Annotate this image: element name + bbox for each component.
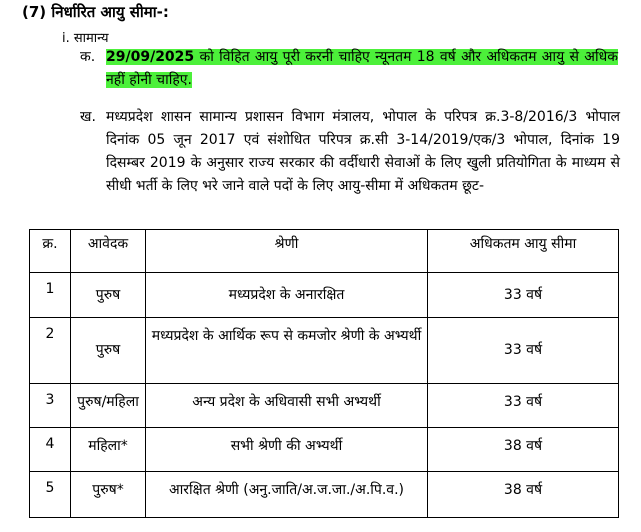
sub-label-general: i. सामान्य — [62, 31, 109, 46]
cell-no: 2 — [30, 318, 71, 384]
table-row — [30, 472, 619, 518]
cell-applicant: पुरुष* — [71, 472, 146, 518]
table-row — [30, 318, 619, 384]
highlighted-text — [106, 49, 618, 88]
cell-max-age: 38 वर्ष — [428, 472, 619, 518]
item-kh-paragraph: मध्यप्रदेश शासन सामान्य प्रशासन विभाग मंत्रालय, भोपाल के परिपत्र क्र.3-8/2016/3 भोपाल दिनांक 05 जून 2017 एवं संशोधित परिपत्र क्र.सी 3-14/2019/एक/3 भोपाल, दिनांक 19 दिसम्बर 2019 के अनुसार राज्य सरकार की वर्दीधारी सेवाओं के लिए खुली प्रतियोगिता के माध्यम से सीधी भर्ती के लिए भरे जाने वाले पदों के लिए आयु-सीमा में अधिकतम छूट- — [106, 109, 620, 194]
cell-max-age: 33 वर्ष — [428, 318, 619, 384]
cell-category: सभी श्रेणी की अभ्यर्थी — [146, 428, 428, 472]
cell-category: अन्य प्रदेश के अधिवासी सभी अभ्यर्थी — [146, 384, 428, 428]
item-marker-k: क. — [80, 49, 96, 65]
cell-applicant: पुरुष — [71, 318, 146, 384]
item-marker-kh: ख. — [80, 109, 96, 125]
cell-no: 1 — [30, 273, 71, 318]
deadline-date: 29/09/2025 — [106, 49, 195, 65]
age-requirement-text: को विहित आयु पूरी करनी चाहिए न्यूनतम 18 वर्ष और अधिकतम आयु से अधिक नहीं होनी चाहिए. — [106, 49, 618, 88]
table-row — [30, 273, 619, 318]
cell-no: 4 — [30, 428, 71, 472]
table-row — [30, 384, 619, 428]
cell-no: 5 — [30, 472, 71, 518]
cell-category: आरक्षित श्रेणी (अनु.जाति/अ.ज.जा./अ.पि.व.) — [146, 472, 428, 518]
header-serial-no: क्र. — [30, 230, 71, 273]
header-category: श्रेणी — [146, 230, 428, 273]
cell-category: मध्यप्रदेश के आर्थिक रूप से कमजोर श्रेणी के अभ्यर्थी — [146, 318, 428, 384]
cell-max-age: 33 वर्ष — [428, 273, 619, 318]
age-limit-table — [29, 229, 619, 518]
table-row — [30, 428, 619, 472]
header-applicant: आवेदक — [71, 230, 146, 273]
cell-applicant: पुरुष/महिला — [71, 384, 146, 428]
cell-category: मध्यप्रदेश के अनारक्षित — [146, 273, 428, 318]
item-k-paragraph — [106, 46, 618, 92]
table-header-row — [30, 230, 619, 273]
header-max-age: अधिकतम आयु सीमा — [428, 230, 619, 273]
cell-max-age: 33 वर्ष — [428, 384, 619, 428]
section-heading: (7) निर्धारित आयु सीमा-: — [22, 3, 169, 21]
cell-max-age: 38 वर्ष — [428, 428, 619, 472]
cell-applicant: महिला* — [71, 428, 146, 472]
cell-applicant: पुरुष — [71, 273, 146, 318]
cell-no: 3 — [30, 384, 71, 428]
